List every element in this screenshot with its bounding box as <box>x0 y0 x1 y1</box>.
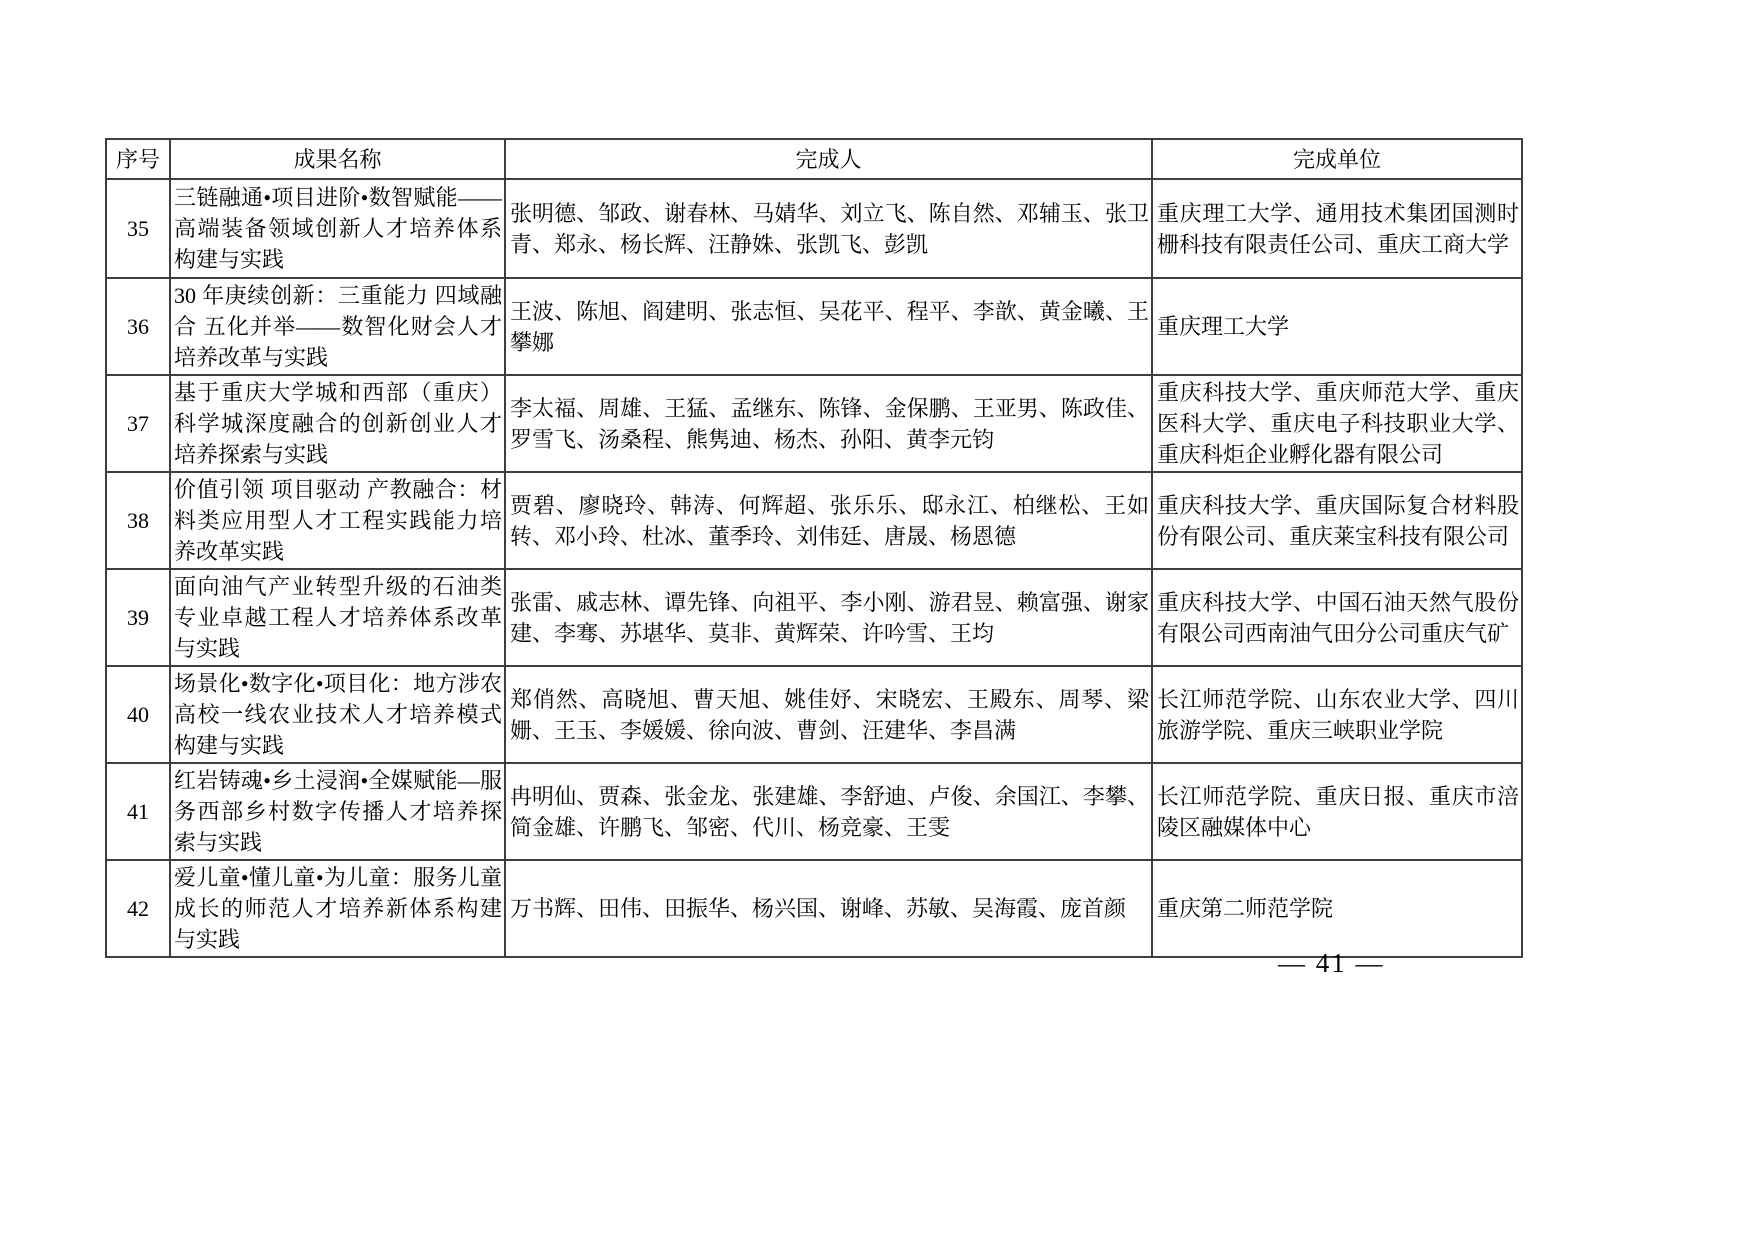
completing-units-cell: 重庆科技大学、中国石油天然气股份有限公司西南油气田分公司重庆气矿 <box>1152 569 1522 666</box>
completers-cell: 万书辉、田伟、田振华、杨兴国、谢峰、苏敏、吴海霞、庞首颜 <box>505 860 1152 957</box>
completers-cell: 冉明仙、贾森、张金龙、张建雄、李舒迪、卢俊、余国江、李攀、简金雄、许鹏飞、邹密、代川、杨竞豪、王雯 <box>505 763 1152 860</box>
table-row <box>106 278 1522 375</box>
achievement-name-cell: 红岩铸魂•乡土浸润•全媒赋能—服务西部乡村数字传播人才培养探索与实践 <box>170 763 505 860</box>
completing-units-cell: 长江师范学院、山东农业大学、四川旅游学院、重庆三峡职业学院 <box>1152 666 1522 763</box>
achievement-name-cell: 价值引领 项目驱动 产教融合：材料类应用型人才工程实践能力培养改革实践 <box>170 472 505 569</box>
completing-units-cell: 重庆理工大学、通用技术集团国测时栅科技有限责任公司、重庆工商大学 <box>1152 179 1522 278</box>
row-number-cell: 39 <box>106 569 170 666</box>
achievement-name-cell: 基于重庆大学城和西部（重庆）科学城深度融合的创新创业人才培养探索与实践 <box>170 375 505 472</box>
header-completers: 完成人 <box>505 139 1152 179</box>
header-completing-units: 完成单位 <box>1152 139 1522 179</box>
completing-units-cell: 长江师范学院、重庆日报、重庆市涪陵区融媒体中心 <box>1152 763 1522 860</box>
row-number-cell: 36 <box>106 278 170 375</box>
achievement-name-cell: 三链融通•项目进阶•数智赋能——高端装备领域创新人才培养体系构建与实践 <box>170 179 505 278</box>
completers-cell: 张明德、邹政、谢春林、马婧华、刘立飞、陈自然、邓辅玉、张卫青、郑永、杨长辉、汪静姝、张凯飞、彭凯 <box>505 179 1152 278</box>
row-number-cell: 40 <box>106 666 170 763</box>
header-achievement-name: 成果名称 <box>170 139 505 179</box>
completers-cell: 贾碧、廖晓玲、韩涛、何辉超、张乐乐、邸永江、柏继松、王如转、邓小玲、杜冰、董季玲、刘伟廷、唐晟、杨恩德 <box>505 472 1152 569</box>
achievement-name-cell: 30 年庚续创新：三重能力 四域融合 五化并举——数智化财会人才培养改革与实践 <box>170 278 505 375</box>
results-table <box>105 138 1523 958</box>
achievement-name-cell: 爱儿童•懂儿童•为儿童：服务儿童成长的师范人才培养新体系构建与实践 <box>170 860 505 957</box>
page-number: — 41 — <box>1278 948 1385 978</box>
row-number-cell: 42 <box>106 860 170 957</box>
completing-units-cell: 重庆科技大学、重庆师范大学、重庆医科大学、重庆电子科技职业大学、重庆科炬企业孵化器有限公司 <box>1152 375 1522 472</box>
completers-cell: 王波、陈旭、阎建明、张志恒、吴花平、程平、李歆、黄金曦、王攀娜 <box>505 278 1152 375</box>
completing-units-cell: 重庆科技大学、重庆国际复合材料股份有限公司、重庆莱宝科技有限公司 <box>1152 472 1522 569</box>
completing-units-cell: 重庆理工大学 <box>1152 278 1522 375</box>
achievement-name-cell: 面向油气产业转型升级的石油类专业卓越工程人才培养体系改革与实践 <box>170 569 505 666</box>
table-row <box>106 763 1522 860</box>
achievement-name-cell: 场景化•数字化•项目化：地方涉农高校一线农业技术人才培养模式构建与实践 <box>170 666 505 763</box>
row-number-cell: 38 <box>106 472 170 569</box>
table-row <box>106 179 1522 278</box>
header-serial-number: 序号 <box>106 139 170 179</box>
row-number-cell: 35 <box>106 179 170 278</box>
completers-cell: 郑俏然、高晓旭、曹天旭、姚佳妤、宋晓宏、王殿东、周琴、梁姗、王玉、李媛媛、徐向波、曹剑、汪建华、李昌满 <box>505 666 1152 763</box>
completing-units-cell: 重庆第二师范学院 <box>1152 860 1522 957</box>
table-row <box>106 569 1522 666</box>
table-header-row <box>106 139 1522 179</box>
completers-cell: 张雷、戚志林、谭先锋、向祖平、李小刚、游君昱、赖富强、谢家建、李骞、苏堪华、莫非、黄辉荣、许吟雪、王均 <box>505 569 1152 666</box>
row-number-cell: 41 <box>106 763 170 860</box>
table-row <box>106 472 1522 569</box>
table-row <box>106 860 1522 957</box>
table-row <box>106 666 1522 763</box>
row-number-cell: 37 <box>106 375 170 472</box>
table-row <box>106 375 1522 472</box>
completers-cell: 李太福、周雄、王猛、孟继东、陈锋、金保鹏、王亚男、陈政佳、罗雪飞、汤桑程、熊隽迪、杨杰、孙阳、黄李元钧 <box>505 375 1152 472</box>
